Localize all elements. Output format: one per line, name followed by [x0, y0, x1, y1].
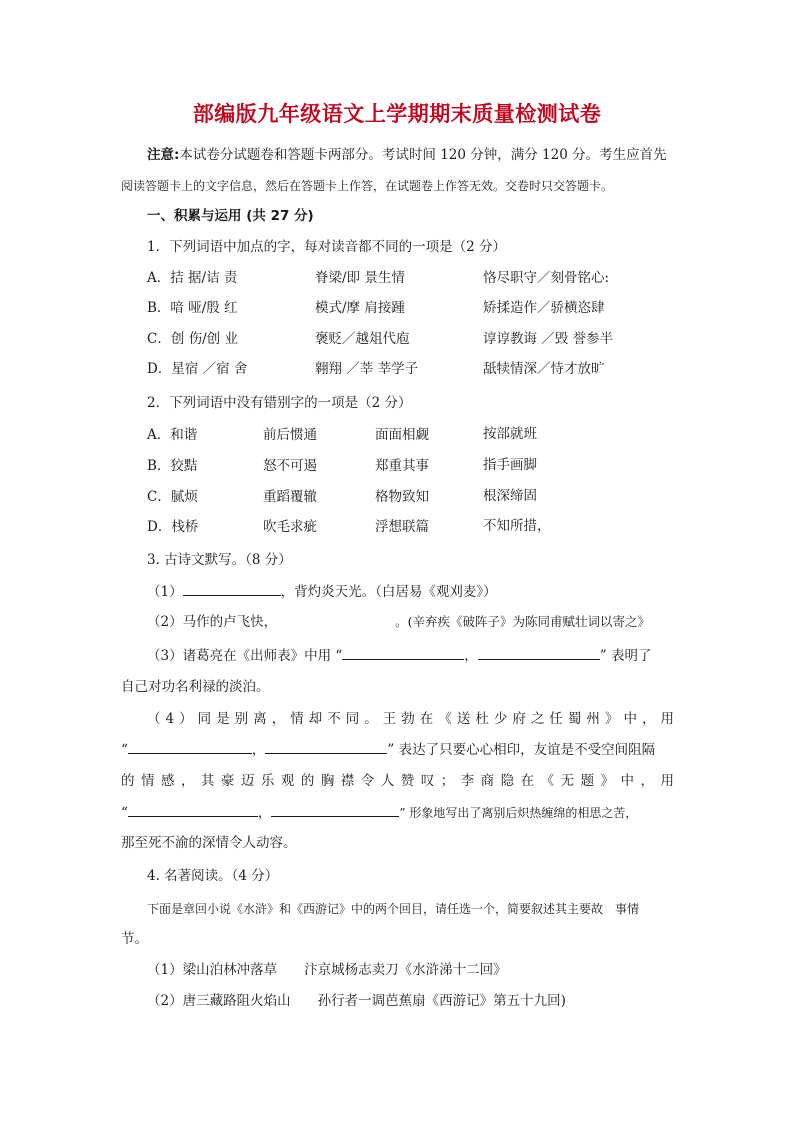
q4-intro-line-2: 节。: [121, 931, 148, 947]
q3-part-4-open-quote: “: [121, 742, 128, 758]
answer-blank[interactable]: [265, 739, 387, 754]
q1-option-a-col2: 脊梁/即 景生情: [315, 270, 405, 286]
q3-part-2: [147, 612, 674, 632]
q2-option-c-col2: 重蹈覆辙: [263, 489, 317, 505]
q3-part-3-head: （3）诸葛亮在《出师表》中用 “: [147, 648, 343, 664]
answer-blank[interactable]: [478, 645, 600, 660]
q3-part-1-number: （1）: [147, 584, 183, 600]
q3-part-1-tail: ，背灼炎天光。（白居易《观刈麦》）: [280, 584, 497, 600]
answer-blank[interactable]: [342, 645, 464, 660]
q3-part-4-line-5: 那至死不渝的深情令人动容。: [121, 835, 297, 851]
q2-option-a-col1: A．和谐: [147, 427, 198, 443]
q1-option-d-col1: D．星宿 ／宿 舍: [147, 361, 248, 377]
q2-option-c-col1: C．腻烦: [147, 489, 198, 505]
notice-line-1: [147, 145, 667, 165]
q1-option-a-col1: A．拮 据/诘 责: [147, 270, 238, 286]
q1-option-b-col3: 矫揉造作／骄横恣肆: [483, 300, 605, 316]
q1-option-b-col1: B．喑 哑/殷 红: [147, 300, 238, 316]
answer-blank[interactable]: [183, 581, 281, 596]
q3-part-4-comma-2: ，: [257, 805, 272, 821]
q4-stem: 4. 名著阅读。（4 分）: [147, 868, 279, 884]
q3-part-1: [147, 581, 497, 602]
notice-label: 注意:: [147, 147, 180, 163]
q1-option-b-col2: 模式/摩 肩接踵: [315, 300, 405, 316]
q3-part-4-line-4: [121, 802, 637, 823]
q1-stem: 1．下列词语中加点的字，每对读音都不同的一项是（2 分）: [147, 239, 506, 255]
q1-option-c-col3: 谆谆教诲 ／毁 誉参半: [483, 331, 614, 347]
q3-part-4-open-quote-2: “: [121, 805, 128, 821]
q3-part-4-line-2: [121, 739, 655, 760]
answer-blank[interactable]: [128, 802, 258, 817]
q2-option-b-col3: 郑重其事: [375, 458, 429, 474]
q3-part-3-mid: ，: [464, 648, 478, 664]
q2-option-a-col3: 面面相觑: [375, 427, 429, 443]
q2-option-a-col4: 按部就班: [483, 426, 537, 442]
q3-part-3: [147, 645, 652, 666]
q2-option-d-col1: D．栈桥: [147, 519, 199, 535]
q2-option-b-col1: B．狡黠: [147, 458, 198, 474]
q3-part-4-line-3: 的情感，其豪迈乐观的胸襟令人赞叹；李商隐在《无题》中，用: [121, 773, 674, 789]
q3-part-2-tail: 。(辛弃疾《破阵子》为陈同甫赋壮词以寄之》: [395, 614, 650, 629]
q3-part-4-tail-2: ” 形象地写出了离别后炽热缠绵的相思之苦，: [399, 806, 638, 820]
q2-option-c-col3: 格物致知: [375, 489, 429, 505]
q1-option-c-col2: 褒贬／越俎代庖: [315, 331, 410, 347]
q3-stem: 3. 古诗文默写。（8 分）: [147, 552, 292, 568]
q4-item-1: （1）梁山泊林冲落草 汴京城杨志卖刀《水浒涕十二回》: [147, 962, 507, 978]
q2-stem: 2．下列词语中没有错别字的一项是（2 分）: [147, 395, 412, 411]
q2-option-d-col4: 不知所措，: [483, 518, 551, 534]
q1-option-d-col3: 舐犊情深／恃才放旷: [483, 361, 605, 377]
q2-option-a-col2: 前后惯通: [263, 427, 317, 443]
q1-option-d-col2: 翱翔 ／莘 莘学子: [315, 361, 419, 377]
answer-blank[interactable]: [128, 739, 252, 754]
q4-item-2: （2）唐三藏路阻火焰山 孙行者一调芭蕉扇《西游记》第五十九回): [147, 993, 566, 1009]
q2-option-b-col4: 指手画脚: [483, 457, 537, 473]
q3-part-4-tail-1: ” 表达了只要心心相印，友谊是不受空间阻隔: [387, 742, 656, 758]
q1-option-c-col1: C．创 伤/创 业: [147, 331, 238, 347]
q2-option-d-col3: 浮想联篇: [375, 519, 429, 535]
q1-option-a-col3: 恪尽职守／刻骨铭心:: [483, 270, 610, 286]
notice-line-2: 阅读答题卡上的文字信息，然后在答题卡上作答，在试题卷上作答无效。交卷时只交答题卡。: [121, 179, 614, 193]
q2-option-c-col4: 根深缔固: [483, 488, 537, 504]
notice-text-1: 本试卷分试题卷和答题卡两部分。考试时间 120 分钟，满分 120 分。考生应首先: [179, 147, 667, 163]
q3-part-2-head: （2）马作的卢飞快，: [147, 614, 278, 630]
q2-option-d-col2: 吹毛求疵: [263, 519, 317, 535]
q3-part-4-line-1: （4）同是别离，情却不同。王勃在《送杜少府之任蜀州》中，用: [147, 711, 674, 727]
q3-part-3-line-2: 自己对功名利禄的淡泊。: [121, 679, 270, 695]
q4-intro-line-1: 下面是章回小说《水浒》和《西游记》中的两个回目，请任选一个，简要叙述其主要故 事情: [147, 902, 640, 916]
page-title: 部编版九年级语文上学期期末质量检测试卷: [192, 102, 602, 126]
q3-part-4-comma: ，: [251, 742, 266, 758]
q2-option-b-col2: 怒不可遏: [263, 458, 317, 474]
section-heading: 一、积累与运用 (共 27 分): [147, 208, 314, 224]
q3-part-3-tail: ” 表明了: [599, 648, 652, 664]
answer-blank[interactable]: [271, 802, 399, 817]
